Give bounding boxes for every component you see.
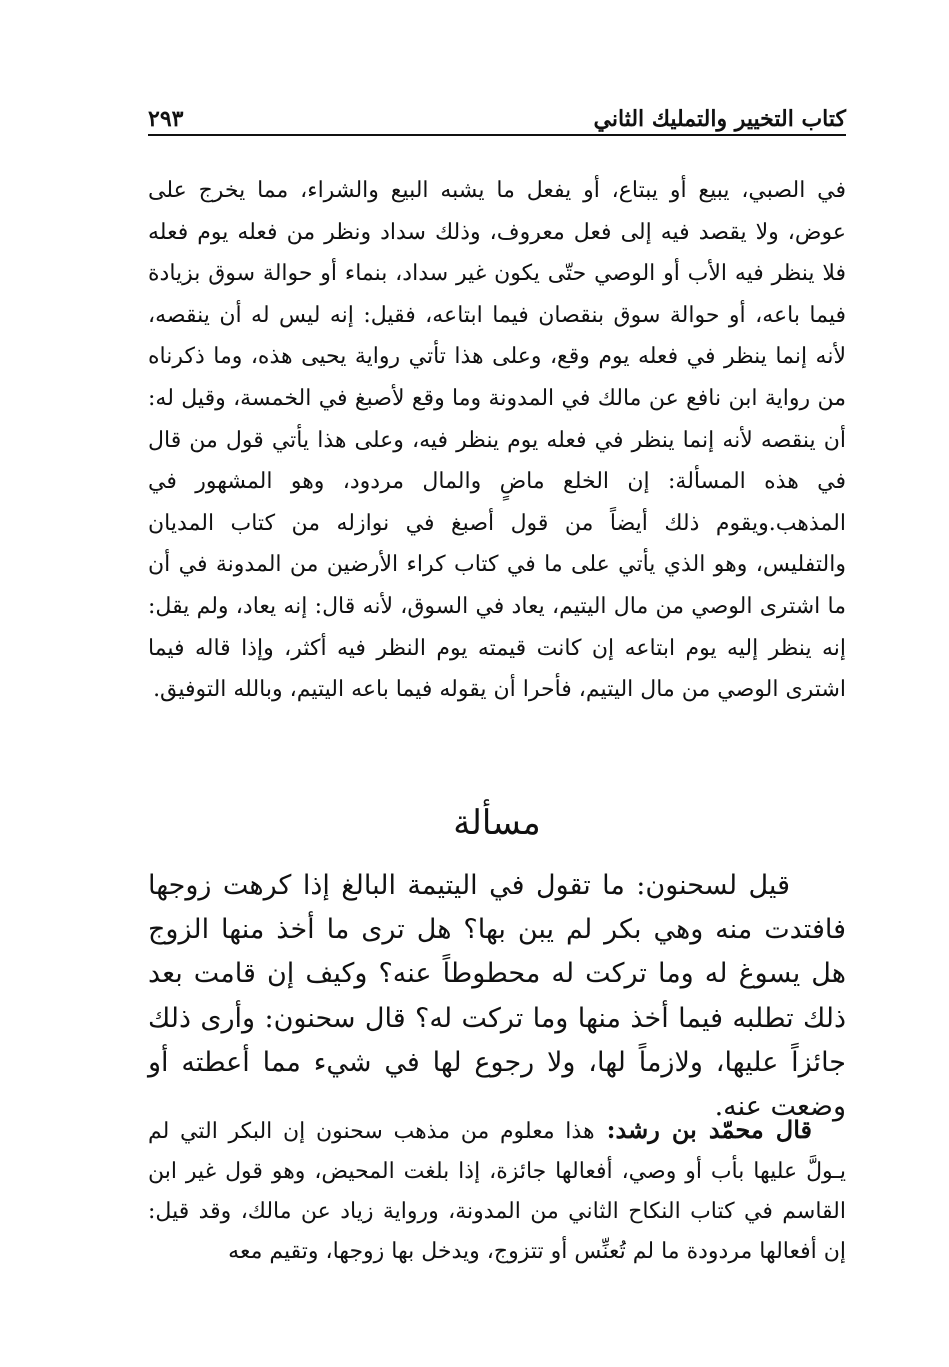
running-title: كتاب التخيير والتمليك الثاني [593,106,846,132]
commentary-lead: قال محمّد بن رشد: [594,1115,812,1144]
header-rule [148,134,846,136]
page-header [148,96,846,132]
page-number: ٢٩٣ [148,106,184,132]
commentary-passage [148,1110,846,1272]
commentary-text: هذا معلوم من مذهب سحنون إن البكر التي لم يـولَّ عليها بأب أو وصي، أفعالها جائزة، إذا بلغت المحيض، وهو قول غير ابن القاسم في كتاب النكاح الثاني من المدونة، ورواية زياد عن مالك، وقد قيل: إن أفعالها مردودة ما لم تُعنِّس أو تتزوج، ويدخل بها زوجها، وتقيم معه [148,1119,846,1264]
question-passage: قيل لسحنون: ما تقول في اليتيمة البالغ إذا كرهت زوجها فافتدت منه وهي بكر لم يبن بها؟ هل ترى ما أخذ منها الزوج هل يسوغ له وما تركت له محطوطاً عنه؟ وكيف إن قامت بعد ذلك تطلبه فيما أخذ منها وما تركت له؟ قال سحنون: وأرى ذلك جائزاً عليها، ولازماً لها، ولا رجوع لها في شيء مما أعطته أو وضعت عنه. [148,870,846,1123]
passage-continuation: في الصبي، يبيع أو يبتاع، أو يفعل ما يشبه البيع والشراء، مما يخرج على عوض، ولا يقصد فيه إلى فعل معروف، وذلك سداد ونظر من فعله يوم فعله فلا ينظر فيه الأب أو الوصي حتّى يكون غير سداد، بنماء أو حوالة سوق بزيادة فيما باعه، أو حوالة سوق بنقصان فيما ابتاعه، فقيل: إنه ليس له أن ينقصه، لأنه إنما ينظر في فعله يوم وقع، وعلى هذا تأتي رواية يحيى هذه، وما ذكرناه من رواية ابن نافع عن مالك في المدونة وما وقع لأصبغ في الخمسة، وقيل له: أن ينقصه لأنه إنما ينظر في فعله يوم ينظر فيه، وعلى هذا يأتي قول من قال في هذه المسألة: إن الخلع ماضٍ والمال مردود، وهو المشهور في المذهب.ويقوم ذلك أيضاً من قول أصبغ في نوازله من كتاب المديان والتفليس، وهو الذي يأتي على ما في كتاب كراء الأرضين من المدونة في أن ما اشترى الوصي من مال اليتيم، يعاد في السوق، لأنه قال: إنه يعاد، ولم يقل: إنه ينظر إليه يوم ابتاعه إن كانت قيمته يوم النظر فيه أكثر، وإذا قاله فيما اشترى الوصي من مال اليتيم، فأحرا أن يقوله فيما باعه اليتيم، وبالله التوفيق. [148,178,846,703]
section-heading: مسألة [453,803,541,843]
